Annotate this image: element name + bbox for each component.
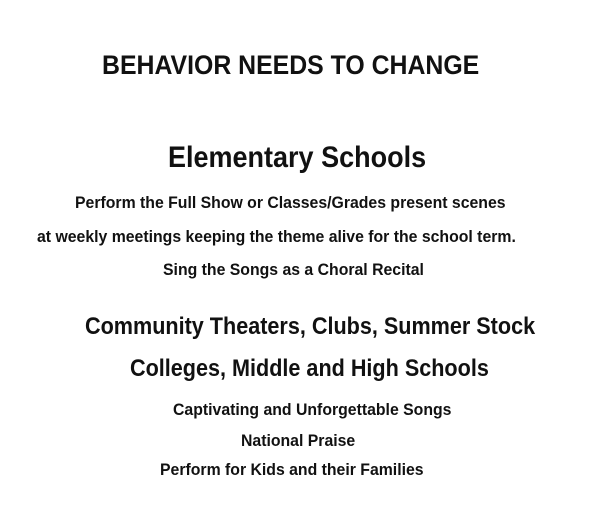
elementary-heading: Elementary Schools <box>168 141 427 174</box>
community-point-1: Captivating and Unforgettable Songs <box>173 400 452 419</box>
elementary-line-2: at weekly meetings keeping the theme alive for the school term. <box>37 227 516 246</box>
page-title: BEHAVIOR NEEDS TO CHANGE <box>102 50 480 80</box>
elementary-line-3: Sing the Songs as a Choral Recital <box>163 260 424 279</box>
community-point-2: National Praise <box>241 431 356 450</box>
elementary-line-1: Perform the Full Show or Classes/Grades present scenes <box>75 193 506 212</box>
community-point-3: Perform for Kids and their Families <box>160 460 424 479</box>
community-heading-2: Colleges, Middle and High Schools <box>130 355 489 382</box>
community-heading-1: Community Theaters, Clubs, Summer Stock <box>85 313 536 340</box>
